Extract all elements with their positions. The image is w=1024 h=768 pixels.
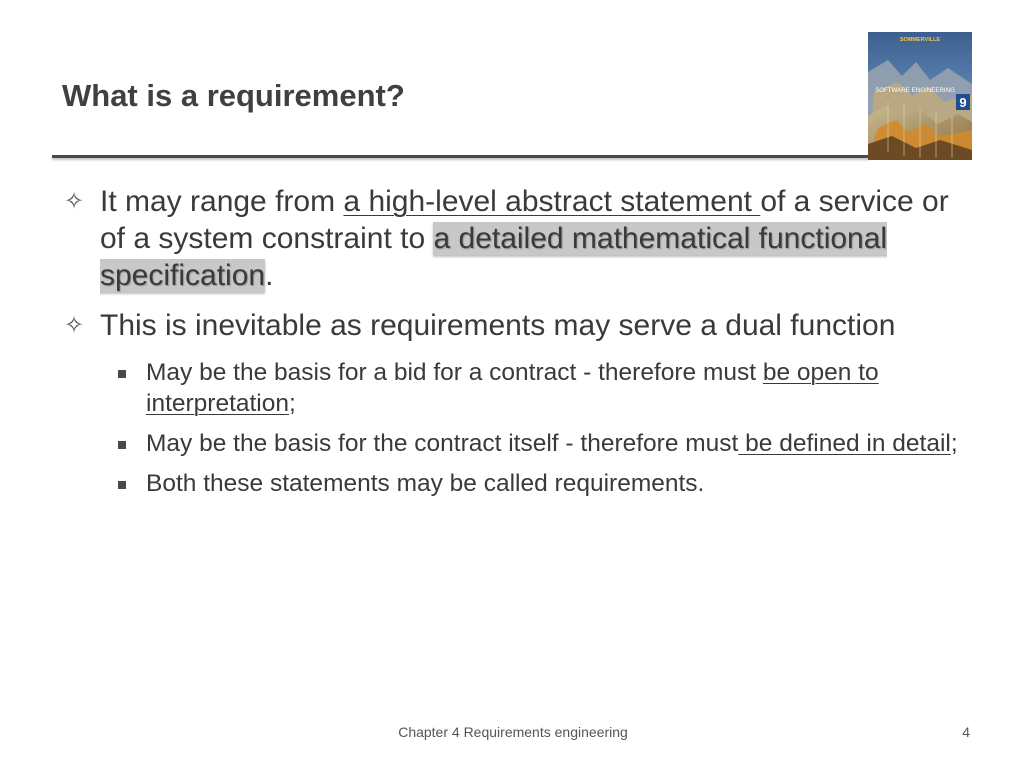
bullet-item: [64, 307, 974, 344]
square-bullet-icon: [118, 441, 126, 449]
book-cover-image: [868, 32, 972, 160]
slide-title: What is a requirement?: [62, 78, 405, 113]
four-point-star-outline-icon: ✧: [64, 187, 85, 215]
cover-edition-text: 9: [959, 95, 967, 110]
square-bullet-icon: [118, 481, 126, 489]
highlighted-phrase: a detailed mathematical functional specification: [100, 222, 888, 292]
underlined-phrase: be open to interpretation: [146, 359, 879, 417]
text-run: ;: [289, 390, 296, 417]
text-run: May be the basis for a bid for a contract - therefore must: [146, 359, 763, 386]
text-run: .: [265, 259, 274, 292]
sub-bullet-item: [64, 428, 974, 459]
text-run: ;: [950, 430, 958, 457]
text-run: It may range from: [100, 185, 344, 218]
page-number: 4: [962, 724, 970, 740]
bullet-list: [64, 183, 974, 499]
text-run: Both these statements may be called requirements.: [146, 470, 705, 497]
bullet-item: [64, 183, 974, 294]
title-divider: [52, 155, 870, 158]
text-run: This is inevitable as requirements may serve a dual function: [100, 309, 896, 342]
cover-author-text: SOMMERVILLE: [899, 37, 941, 43]
underlined-phrase: be defined in detail: [738, 430, 951, 457]
cover-title-text: SOFTWARE ENGINEERING: [875, 87, 955, 94]
four-point-star-outline-icon: ✧: [64, 311, 85, 339]
slide-body: [64, 183, 974, 508]
text-run: of a service or of a system constraint to: [100, 185, 949, 255]
square-bullet-icon: [118, 370, 126, 378]
text-run: May be the basis for the contract itself - therefore must: [146, 430, 739, 457]
sub-bullet-item: [64, 357, 974, 419]
underlined-phrase: a high-level abstract statement: [343, 185, 761, 218]
sub-bullet-item: [64, 468, 974, 499]
footer-chapter-label: Chapter 4 Requirements engineering: [398, 724, 628, 740]
